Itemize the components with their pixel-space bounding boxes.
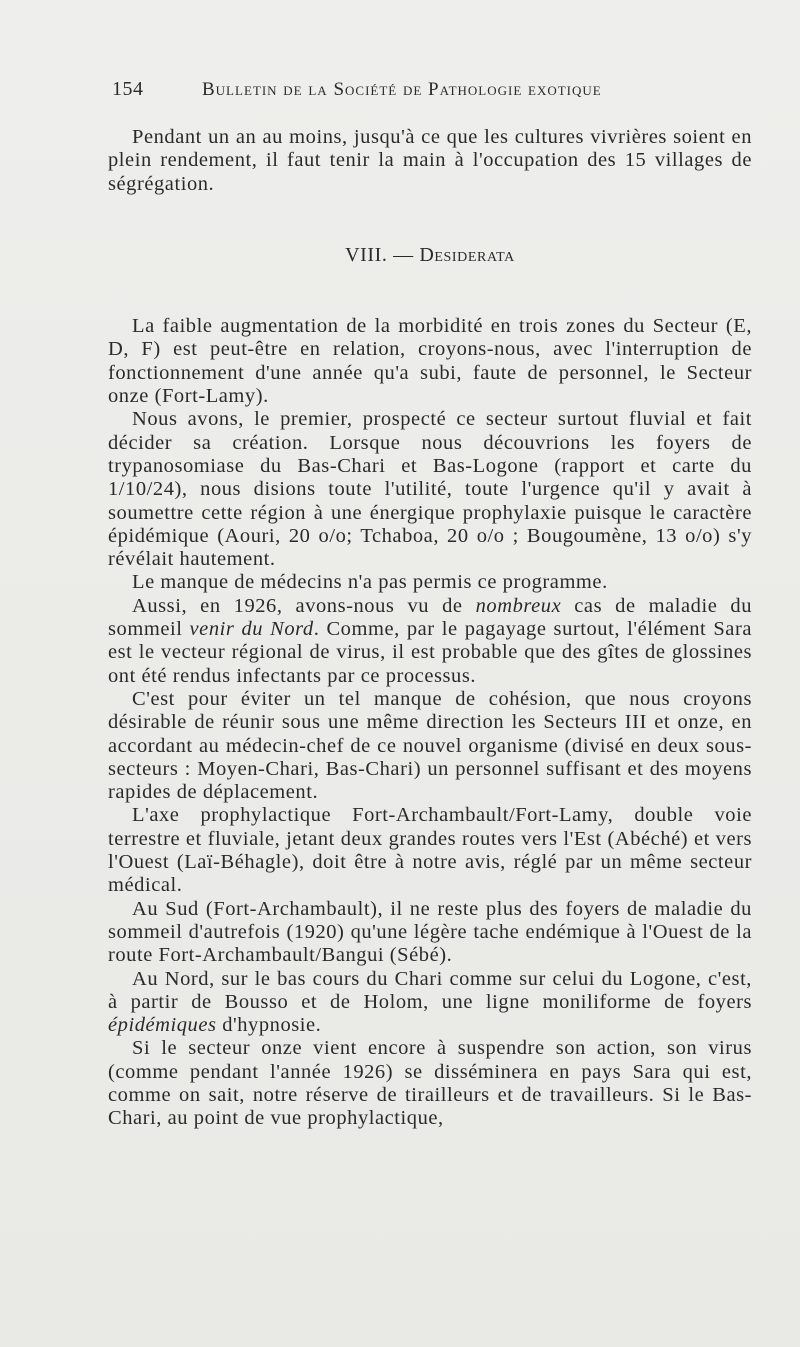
body-text bbox=[108, 126, 752, 1131]
paragraph-1: La faible augmentation de la morbidité en trois zones du Secteur (E, D, F) est peut-être en relation, croyons-nous, avec l'interruption de fonctionnement d'une année qu'a subi, faute de personnel, le Secteur onze (Fort-Lamy). bbox=[108, 315, 752, 408]
paragraph-4-part-c: . Comme, par le pagayage surtout, l'élément Sara est le vecteur régional de virus, il est probable que des gîtes de glossines ont été rendus infectants par ce processus. bbox=[108, 618, 752, 687]
paragraph-9: Si le secteur onze vient encore à suspendre son action, son virus (comme pendant l'année 1926) se disséminera en pays Sara qui est, comme on sait, notre réserve de tirailleurs et de travailleurs. Si le Bas-Chari, au point de vue prophylactique, bbox=[108, 1037, 752, 1130]
running-title: Bulletin de la Société de Pathologie exotique bbox=[202, 79, 602, 100]
paragraph-6: L'axe prophylactique Fort-Archambault/Fort-Lamy, double voie terrestre et fluviale, jetant deux grandes routes vers l'Est (Abéché) et vers l'Ouest (Laï-Béhagle), doit être à notre avis, réglé par un même secteur médical. bbox=[108, 804, 752, 897]
paragraph-4-emphasis-1: nombreux bbox=[475, 594, 562, 617]
running-head bbox=[112, 78, 672, 101]
section-title: Desiderata bbox=[419, 243, 515, 266]
paragraph-7: Au Sud (Fort-Archambault), il ne reste plus des foyers de maladie du sommeil d'autrefois (1920) qu'une légère tache endémique à l'Ouest de la route Fort-Archambault/Bangui (Sébé). bbox=[108, 897, 752, 967]
section-number: VIII. — bbox=[345, 243, 414, 266]
paragraph-8-part-b: d'hypnosie. bbox=[222, 1014, 322, 1037]
paragraph-3: Le manque de médecins n'a pas permis ce programme. bbox=[132, 571, 608, 594]
paragraph-4-part-b: cas de maladie du sommeil bbox=[108, 594, 752, 641]
paragraph-8-emphasis: épidémiques bbox=[108, 1014, 217, 1037]
page-number: 154 bbox=[112, 78, 144, 100]
paragraph-0: Pendant un an au moins, jusqu'à ce que les cultures vivrières soient en plein rendement, il faut tenir la main à l'occupation des 15 villages de ségrégation. bbox=[108, 126, 752, 195]
paragraph-4 bbox=[108, 595, 752, 688]
paragraph-2: Nous avons, le premier, prospecté ce secteur surtout fluvial et fait décider sa création. Lorsque nous découvrions les foyers de trypanosomiase du Bas-Chari et Bas-Logone (rapport et carte du 1/10/24), nous disions toute l'utilité, toute l'urgence qu'il y avait à soumettre cette région à une énergique prophylaxie puisque le caractère épidémique (Aouri, 20 o/o; Tchaboa, 20 o/o ; Bougoumène, 13 o/o) s'y révélait hautement. bbox=[108, 408, 752, 571]
paragraph-8 bbox=[108, 968, 752, 1038]
paragraph-5: C'est pour éviter un tel manque de cohésion, que nous croyons désirable de réunir sous une même direction les Secteurs III et onze, en accordant au médecin-chef de ce nouvel organisme (divisé en deux sous-secteurs : Moyen-Chari, Bas-Chari) un personnel suffisant et des moyens rapides de déplacement. bbox=[108, 687, 752, 804]
paragraph-4-part-a: Aussi, en 1926, avons-nous vu de bbox=[132, 594, 463, 617]
section-heading bbox=[108, 244, 752, 267]
paragraph-8-part-a: Au Nord, sur le bas cours du Chari comme sur celui du Logone, c'est, à partir de Bousso et de Holom, une ligne moniliforme de foyers bbox=[108, 967, 752, 1013]
paragraph-4-emphasis-2: venir du Nord bbox=[189, 618, 314, 641]
